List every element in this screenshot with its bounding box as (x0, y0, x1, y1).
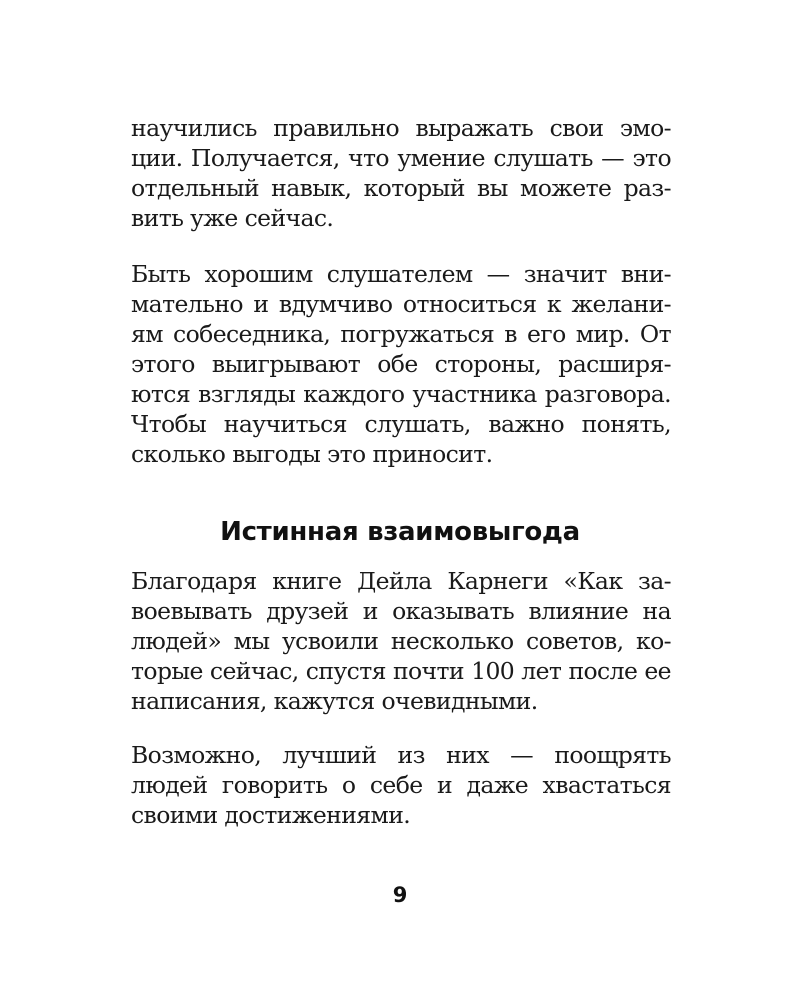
text-line: людей говорить о себе и даже хвастаться (131, 771, 671, 799)
text-line: Благодаря книге Дейла Карнеги «Как за- (131, 567, 671, 595)
section-heading: Истинная взаимовыгода (220, 517, 580, 547)
paragraph-4 (131, 740, 671, 830)
text-line: мательно и вдумчиво относиться к желани- (131, 290, 671, 318)
text-line: отдельный навык, который вы можете раз- (131, 174, 671, 202)
text-line: вить уже сейчас. (131, 204, 334, 232)
text-line: торые сейчас, спустя почти 100 лет после ее (131, 657, 671, 685)
text-line: ции. Получается, что умение слушать — это (131, 144, 671, 172)
text-line: людей» мы усвоили несколько советов, ко- (131, 627, 671, 655)
page-number: 9 (392, 883, 408, 907)
text-line: воевывать друзей и оказывать влияние на (131, 597, 671, 625)
text-line: своими достижениями. (131, 801, 411, 829)
paragraph-3 (131, 566, 671, 716)
text-line: Быть хорошим слушателем — значит вни- (131, 260, 671, 288)
text-line: Возможно, лучший из них — поощрять (131, 741, 671, 769)
text-line: этого выигрывают обе стороны, расширя- (131, 350, 671, 378)
paragraph-2 (131, 259, 671, 469)
text-line: ются взгляды каждого участника разговора. (131, 380, 671, 408)
text-line: научились правильно выражать свои эмо- (131, 114, 671, 142)
text-line: написания, кажутся очевидными. (131, 687, 538, 715)
text-line: сколько выгоды это приносит. (131, 440, 493, 468)
paragraph-1 (131, 113, 671, 233)
text-line: Чтобы научиться слушать, важно понять, (131, 410, 671, 438)
text-line: ям собеседника, погружаться в его мир. От (131, 320, 671, 348)
